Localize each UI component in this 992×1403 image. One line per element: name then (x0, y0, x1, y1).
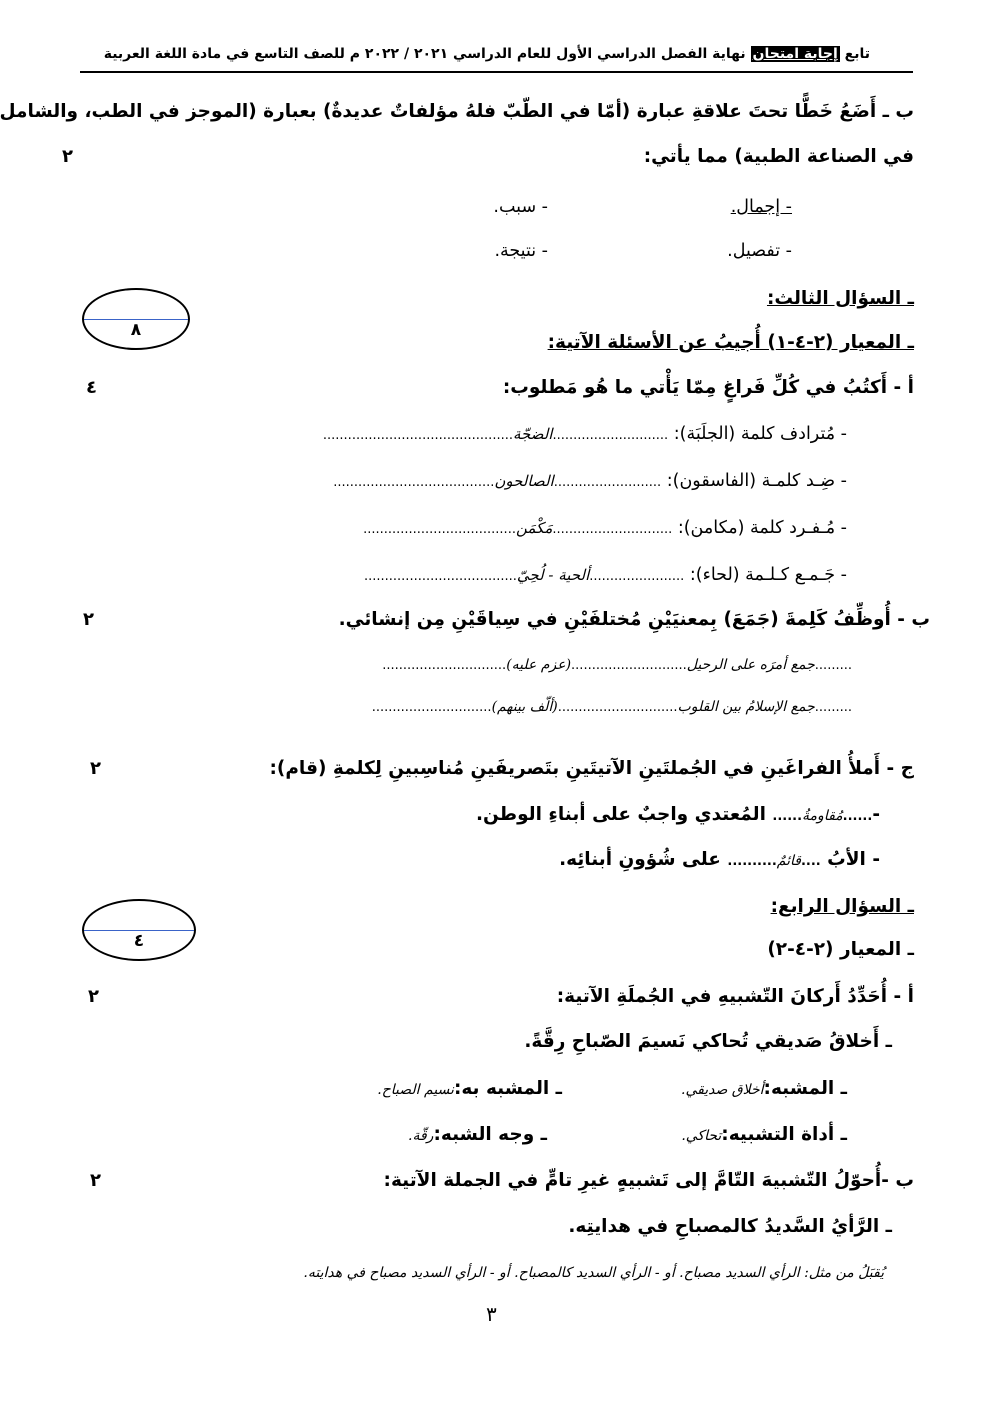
usage-meaning: (عزم عليه) (506, 657, 572, 673)
q4b-mark: ٢ (90, 1170, 101, 1191)
mushabbah-bih-label: ـ المشبه به: (453, 1078, 562, 1099)
q3-title: ـ السؤال الثالث: (766, 288, 914, 309)
vocab-item (333, 471, 847, 491)
vocab-answer: الصالحون (494, 472, 554, 490)
q3c-sentence2 (559, 849, 880, 870)
vocab-answer: ألحية - لُحِيّ (516, 566, 590, 584)
dotted-line: ............................ (571, 658, 687, 673)
q4a-mark: ٢ (88, 986, 99, 1007)
q3a-title: أ - أَكتُبُ في كُلِّ فَراغٍ مِمّا يَأْتي ما هُو مَطلوب: (502, 377, 914, 398)
usage-sentence: جمع أمرَه على الرحيل (686, 657, 815, 673)
q4b-title: ب -أُحوّلُ التّشبيهَ التّامَّ إلى تَشبيهٍ غيرِ تامٍّ في الجملة الآتية: (383, 1170, 914, 1191)
dotted-line: ...... (772, 809, 803, 824)
fill-answer: مُقاومةُ (802, 808, 843, 824)
adat-label: ـ أداة التشبيه: (721, 1124, 847, 1145)
usage-answer (372, 696, 852, 715)
vocab-prompt: - ضِـد كلمـة (الفاسقون): (666, 471, 847, 491)
q4-score: ٤ (133, 931, 145, 952)
q3b-title: ب - أُوظِّفُ كَلِمةَ (جَمَعَ) بِمعنيَيْنِ مُختلفَيْنِ في سِياقَيْنِ مِن إنشائي. (338, 609, 930, 630)
dotted-line: ....................... (589, 569, 685, 584)
dotted-line: ............................. (557, 700, 678, 715)
header-prefix: تابع (844, 46, 870, 62)
vocab-answer: الضجّة (512, 425, 553, 443)
dotted-line: ..................................... (363, 569, 517, 584)
q4b-sentence: ـ الرَّأيُ السَّديدُ كالمصباحِ في هدايتِه. (568, 1216, 892, 1237)
dotted-line: ............................. (371, 700, 492, 715)
vocab-prompt: - مُـفـرد كلمة (مكامن): (677, 518, 847, 538)
q3c-mark: ٢ (90, 758, 101, 779)
wajh-row (408, 1124, 547, 1145)
wajh-label: ـ وجه الشبه: (433, 1124, 547, 1145)
dotted-line: ..................................... (363, 522, 516, 537)
mushabbah-label: ـ المشبه: (763, 1078, 847, 1099)
fill-start: - الأبُ (827, 849, 880, 870)
dotted-line: ......... (814, 700, 852, 715)
fill-answer: قائمٌ (776, 853, 801, 869)
header-rest: نهاية الفصل الدراسي الأول للعام الدراسي ٢٠٢١ / ٢٠٢٢ م للصف التاسع في مادة اللغة العربية (103, 46, 746, 62)
dotted-line: .......... (727, 854, 777, 869)
dotted-line: ....................................... (333, 475, 495, 490)
dotted-line: ............................. (552, 522, 673, 537)
dotted-line: ......... (814, 658, 852, 673)
header-highlight: إجابة امتحان (752, 46, 838, 62)
q4b-note: يُقبَلُ من مثل: الرأي السديد مصباح. أو - الرأي السديد كالمصباح. أو - الرأي السديد مصباح في هدايته. (303, 1265, 884, 1281)
usage-sentence: جمع الإسلامُ بين القلوب (677, 699, 815, 715)
vocab-item (363, 518, 847, 538)
page-number: ٣ (486, 1302, 497, 1326)
q3c-sentence1: -......مُقاومةُ...... المُعتدي واجبٌ على أبناءِ الوطن. (475, 804, 880, 825)
usage-answer (382, 654, 852, 673)
q2b-line1: ب ـ أَضَعُ خَطًّا تحتَ علاقةِ عبارة (أمّا في الطّبّ فلهُ مؤلفاتٌ عديدةٌ) بعبارة (الموجز في الطب، والشامل (0, 101, 914, 122)
q3b-mark: ٢ (83, 609, 94, 630)
option-natija: - نتيجة. (494, 241, 548, 261)
mushabbah-bih-row (377, 1078, 562, 1099)
q3-score: ٨ (130, 320, 142, 341)
q3a-mark: ٤ (86, 377, 97, 398)
vocab-item (364, 565, 847, 585)
dotted-line: .............................. (382, 658, 507, 673)
q4-score-oval (82, 899, 196, 961)
q3c-title: ج - أَملأُ الفراغَينِ في الجُملتَينِ الآتيتَينِ بتَصريفَينِ مُناسِبينِ لِكلمةِ (قام): (269, 758, 914, 779)
wajh-answer: رقّة. (408, 1128, 434, 1144)
q4a-sentence: ـ أَخلاقُ صَديقي تُحاكي نَسيمَ الصّباحِ رِقَّةً. (524, 1031, 892, 1052)
option-tafsil: - تفصيل. (727, 241, 792, 261)
dotted-line: .............................................. (322, 428, 513, 443)
vocab-answer: مَكْمَن (515, 519, 553, 537)
q2b-line2: في الصناعة الطبية) مما يأتي: (643, 146, 914, 167)
dotted-line: ............................ (552, 428, 669, 443)
q3-score-oval (82, 288, 190, 350)
usage-meaning: (ألّف بينهم) (491, 699, 558, 715)
adat-row (681, 1124, 847, 1145)
header-rule (80, 71, 913, 73)
option-sabab: - سبب. (493, 197, 548, 217)
q4-criterion: ـ المعيار (٢-٤-٢) (767, 939, 914, 960)
fill-rest: على شُؤونِ أبنائِه. (559, 849, 721, 870)
q4a-title: أ - أُحَدِّدُ أَركانَ التّشبيهِ في الجُملَةِ الآتية: (556, 986, 914, 1007)
vocab-prompt: - مُترادف كلمة (الجلَبَة): (673, 424, 847, 444)
adat-answer: تحاكي. (681, 1128, 722, 1144)
q3-criterion: ـ المعيار (٢-٤-١) أُجيبُ عن الأسئلة الآتية: (547, 332, 914, 353)
fill-rest: المُعتدي واجبٌ على أبناءِ الوطن. (475, 804, 766, 825)
dotted-line: .... (800, 854, 821, 869)
page-header (104, 46, 870, 62)
option-ijmal: - إجمال. (730, 197, 792, 217)
mushabbah-answer: أخلاق صديقي. (681, 1082, 764, 1098)
dotted-line: .......................... (553, 475, 662, 490)
q4-title: ـ السؤال الرابع: (770, 896, 914, 917)
mushabbah-row (681, 1078, 847, 1099)
dotted-line: ...... (842, 809, 873, 824)
mushabbah-bih-answer: نسيم الصباح. (377, 1082, 454, 1098)
q2b-mark: ٢ (62, 146, 73, 167)
vocab-prompt: - جَـمـع كـلـمة (لحاء): (689, 565, 847, 585)
vocab-item (323, 424, 847, 444)
